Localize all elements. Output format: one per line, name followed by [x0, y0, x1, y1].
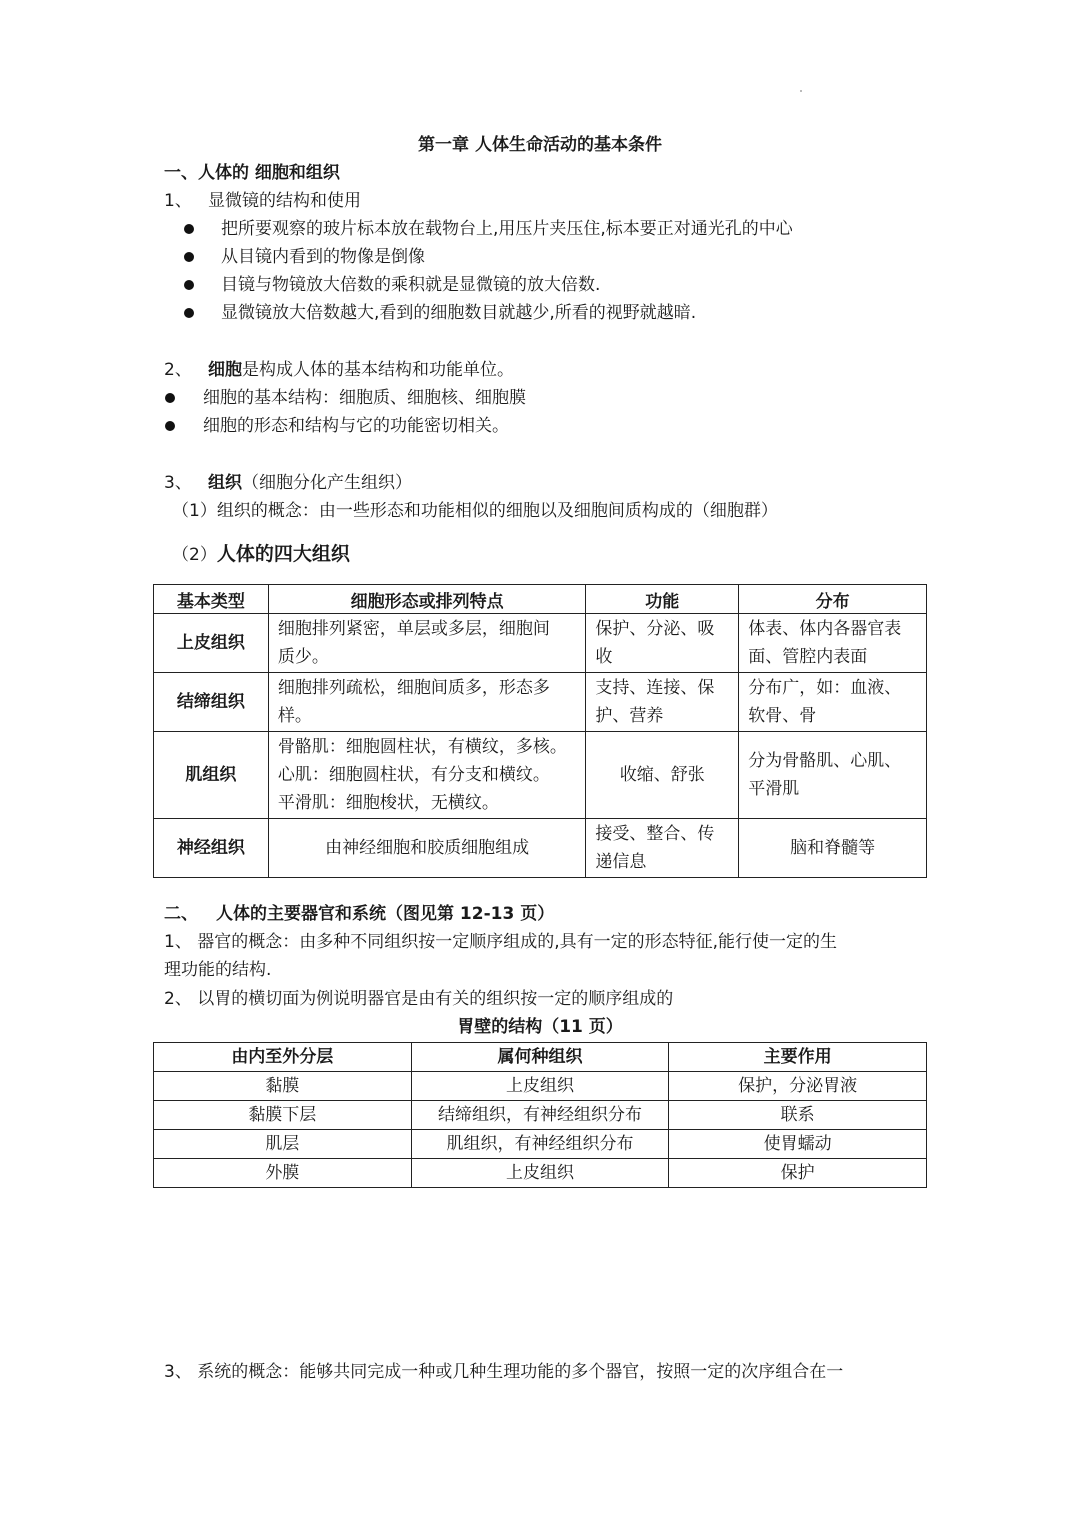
table-row: [154, 1159, 927, 1188]
section2-heading: 人体的主要器官和系统（图见第 12-13 页）: [216, 904, 555, 924]
cell-bullet-1: 细胞的基本结构：细胞质、细胞核、细胞膜: [203, 388, 526, 408]
microscope-bullet-4: 显微镜放大倍数越大,看到的细胞数目就越少,所看的视野就越暗.: [221, 303, 697, 323]
tissue-cell: 结缔组织，有神经组织分布: [411, 1101, 669, 1130]
text-line: 保护、分泌、吸: [595, 619, 715, 639]
item3-bold-term: 组织: [208, 473, 242, 493]
item3-text: [208, 469, 412, 497]
tissue-type: 神经组织: [154, 819, 269, 878]
tissue-features: [268, 819, 586, 878]
text-line: 心肌：细胞圆柱状，有分支和横纹。: [277, 765, 550, 785]
table-row: [154, 1130, 927, 1159]
text-line: 体表、体内各器官表: [748, 619, 902, 639]
cell-bullet-2: 细胞的形态和结构与它的功能密切相关。: [203, 416, 509, 436]
text-line: 样。: [277, 706, 312, 726]
scan-speck: [800, 90, 802, 92]
tissue-type: 上皮组织: [154, 614, 269, 673]
header-cell: 分布: [739, 585, 927, 614]
stomach-table-title: 胃壁的结构（11 页）: [457, 1017, 623, 1037]
tissue-type: 结缔组织: [154, 673, 269, 732]
header-cell: 功能: [586, 585, 739, 614]
bullet-icon: [165, 393, 175, 403]
role-cell: 保护: [669, 1159, 927, 1188]
bullet-icon: [184, 308, 194, 318]
tissue-type: 肌组织: [154, 732, 269, 819]
text-line: 软骨、骨: [748, 706, 817, 726]
item1-title: 显微镜的结构和使用: [208, 191, 361, 211]
text-line: 分布广，如：血液、: [748, 678, 902, 698]
table-header-row: [154, 1043, 927, 1072]
table-row: [154, 673, 927, 732]
text-line: 面、管腔内表面: [748, 647, 868, 667]
text-line: 递信息: [595, 852, 647, 872]
chapter-title: 第一章 人体生命活动的基本条件: [418, 135, 662, 155]
tissue-distribution: [739, 614, 927, 673]
text-line: 平滑肌: [748, 779, 800, 799]
tissue-distribution: [739, 732, 927, 819]
header-cell: 由内至外分层: [154, 1043, 412, 1072]
bullet-icon: [165, 421, 175, 431]
text-line: 由神经细胞和胶质细胞组成: [325, 838, 530, 858]
bullet-icon: [184, 224, 194, 234]
sub2-prefix: （2）: [172, 545, 217, 565]
microscope-bullet-1: 把所要观察的玻片标本放在载物台上,用压片夹压住,标本要正对通光孔的中心: [221, 219, 793, 239]
four-tissues-heading: [172, 540, 350, 569]
text-line: 脑和脊髓等: [790, 838, 876, 858]
layer-cell: 肌层: [154, 1130, 412, 1159]
item3-number: 3、: [164, 473, 192, 493]
text-line: 收: [595, 647, 613, 667]
bullet-icon: [184, 280, 194, 290]
header-cell: 主要作用: [669, 1043, 927, 1072]
text-line: 平滑肌：细胞梭状，无横纹。: [277, 793, 499, 813]
stomach-wall-table: [153, 1042, 927, 1188]
layer-cell: 外膜: [154, 1159, 412, 1188]
tissue-features: [268, 732, 586, 819]
layer-cell: 黏膜: [154, 1072, 412, 1101]
stomach-example: 2、 以胃的横切面为例说明器官是由有关的组织按一定的顺序组成的: [164, 989, 674, 1009]
header-cell: 属何种组织: [411, 1043, 669, 1072]
organ-concept-line2: 理功能的结构.: [164, 960, 272, 980]
microscope-bullet-2: 从目镜内看到的物像是倒像: [221, 247, 425, 267]
tissue-function: [586, 819, 739, 878]
text-line: 接受、整合、传: [595, 824, 715, 844]
tissue-distribution: [739, 673, 927, 732]
item2-bold-term: 细胞: [208, 360, 242, 380]
text-line: 护、营养: [595, 706, 664, 726]
tissue-function: [586, 732, 739, 819]
item2-number: 2、: [164, 360, 192, 380]
text-line: 骨骼肌：细胞圆柱状，有横纹，多核。: [277, 737, 567, 757]
tissue-concept: （1）组织的概念：由一些形态和功能相似的细胞以及细胞间质构成的（细胞群）: [172, 501, 778, 521]
table-row: [154, 1072, 927, 1101]
table-row: [154, 614, 927, 673]
item2-rest: 是构成人体的基本结构和功能单位。: [242, 360, 514, 380]
layer-cell: 黏膜下层: [154, 1101, 412, 1130]
section1-heading: 一、人体的 细胞和组织: [164, 163, 340, 183]
table-header-row: [154, 585, 927, 614]
table-row: [154, 1101, 927, 1130]
item2-text: [208, 356, 514, 384]
sub2-title: 人体的四大组织: [216, 543, 350, 565]
tissue-distribution: [739, 819, 927, 878]
tissue-cell: 肌组织，有神经组织分布: [411, 1130, 669, 1159]
organ-concept-line1: 1、 器官的概念：由多种不同组织按一定顺序组成的,具有一定的形态特征,能行使一定的生: [164, 932, 838, 952]
system-concept: 3、 系统的概念：能够共同完成一种或几种生理功能的多个器官，按照一定的次序组合在一: [164, 1362, 844, 1382]
text-line: 细胞排列紧密，单层或多层，细胞间: [277, 619, 550, 639]
tissue-features: [268, 614, 586, 673]
text-line: 质少。: [277, 647, 329, 667]
tissue-cell: 上皮组织: [411, 1159, 669, 1188]
table-row: [154, 819, 927, 878]
tissue-function: [586, 614, 739, 673]
text-line: 细胞排列疏松，细胞间质多，形态多: [277, 678, 550, 698]
microscope-bullet-3: 目镜与物镜放大倍数的乘积就是显微镜的放大倍数.: [221, 275, 601, 295]
tissue-features: [268, 673, 586, 732]
text-line: 分为骨骼肌、心肌、: [748, 751, 902, 771]
role-cell: 保护，分泌胃液: [669, 1072, 927, 1101]
tissue-table: [153, 584, 927, 878]
tissue-function: [586, 673, 739, 732]
item1-number: 1、: [164, 191, 192, 211]
table-row: [154, 732, 927, 819]
bullet-icon: [184, 252, 194, 262]
role-cell: 使胃蠕动: [669, 1130, 927, 1159]
header-cell: 细胞形态或排列特点: [268, 585, 586, 614]
tissue-cell: 上皮组织: [411, 1072, 669, 1101]
item3-rest: （细胞分化产生组织）: [242, 473, 412, 493]
role-cell: 联系: [669, 1101, 927, 1130]
text-line: 支持、连接、保: [595, 678, 715, 698]
header-cell: 基本类型: [154, 585, 269, 614]
section2-number: 二、: [164, 904, 198, 924]
text-line: 收缩、舒张: [619, 765, 705, 785]
